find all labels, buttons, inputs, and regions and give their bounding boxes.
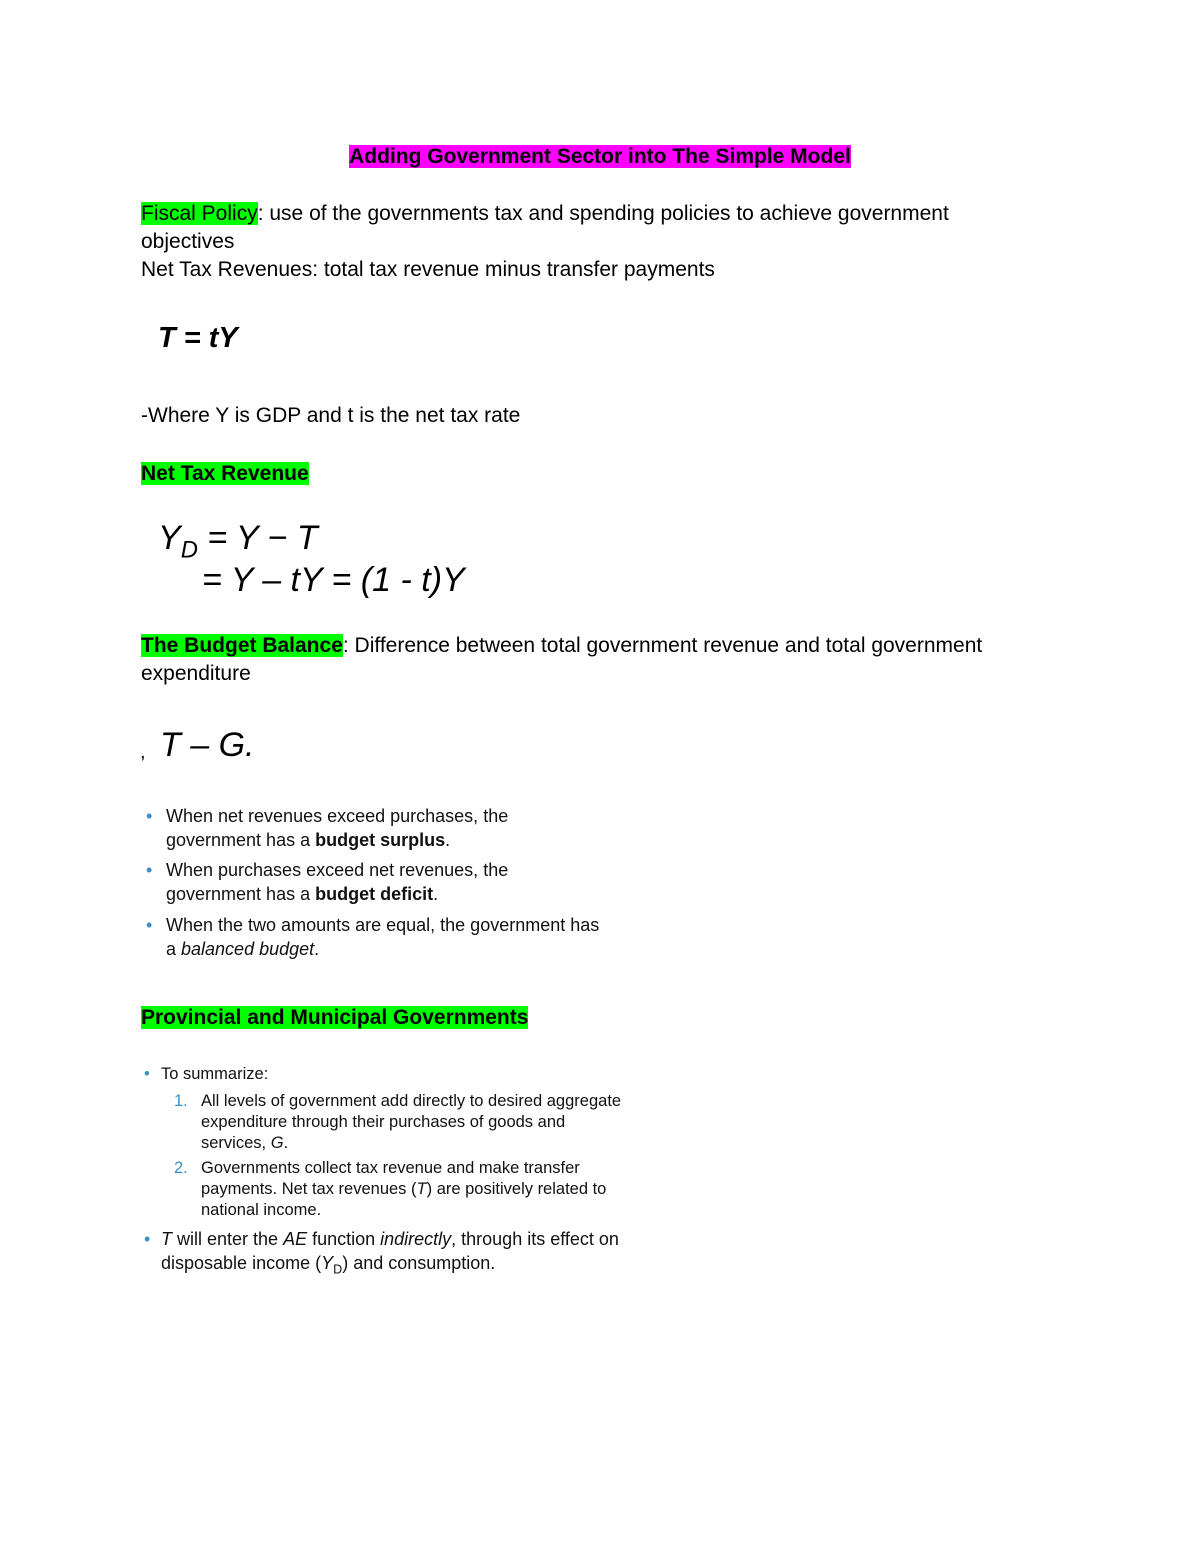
bullet1-line2: government has a budget surplus. bbox=[166, 830, 451, 850]
summary-slide bbox=[144, 1064, 664, 1277]
fiscal-policy-line2: objectives bbox=[141, 230, 235, 253]
budget-balance-line2: expenditure bbox=[141, 662, 251, 685]
net-tax-revenues-line: Net Tax Revenues: total tax revenue minus transfer payments bbox=[141, 258, 715, 281]
fiscal-policy-paragraph bbox=[141, 200, 1091, 284]
summary-last-line2: disposable income $(Y_D)$ and consumption. bbox=[161, 1253, 496, 1277]
bullet-dot-icon: • bbox=[146, 806, 153, 826]
bullet2-bold: budget deficit bbox=[315, 884, 434, 904]
item2-line2: payments. Net tax revenues (T) are positively related to bbox=[201, 1180, 607, 1198]
budget-bullets-slide bbox=[146, 804, 666, 974]
item1-line1: All levels of government add directly to desired aggregate bbox=[201, 1092, 622, 1110]
item1-line3: services, G. bbox=[201, 1134, 289, 1152]
item2-number: 2. bbox=[174, 1159, 188, 1177]
summary-last-line1: T will enter the AE function indirectly, through its effect on bbox=[161, 1229, 619, 1249]
net-tax-revenue-heading-text: Net Tax Revenue bbox=[141, 462, 309, 485]
fiscal-policy-line1 bbox=[141, 200, 1091, 228]
summary-intro-text: To summarize: bbox=[161, 1065, 269, 1083]
title-highlight: Adding Government Sector into The Simple Model bbox=[349, 145, 851, 168]
item2-line1: Governments collect tax revenue and make transfer bbox=[201, 1159, 580, 1177]
balance-expression: T – G. bbox=[160, 726, 255, 764]
fiscal-policy-term: Fiscal Policy bbox=[141, 202, 258, 225]
budget-balance-paragraph bbox=[141, 632, 1141, 688]
balance-equation bbox=[140, 725, 254, 765]
tax-equation: T = tY bbox=[158, 322, 238, 354]
balance-comma: , bbox=[140, 741, 146, 763]
bullet-dot-icon: • bbox=[144, 1065, 150, 1083]
bullet3-line2: a balanced budget. bbox=[166, 939, 320, 959]
bullet-dot-icon: • bbox=[146, 915, 153, 935]
bullet1-bold: budget surplus bbox=[315, 830, 446, 850]
fiscal-policy-definition: : use of the governments tax and spending policies to achieve government bbox=[257, 202, 949, 225]
bullet-dot-icon: • bbox=[144, 1229, 151, 1249]
provincial-heading bbox=[141, 1004, 528, 1032]
budget-balance-line1 bbox=[141, 632, 1141, 660]
item1-line2: expenditure through their purchases of goods and bbox=[201, 1113, 566, 1131]
item1-number: 1. bbox=[174, 1092, 188, 1110]
item2-line3: national income. bbox=[201, 1201, 322, 1219]
page-title bbox=[0, 143, 1200, 171]
eq-sub-d: D bbox=[180, 536, 198, 564]
bullet2-line2: government has a budget deficit. bbox=[166, 884, 439, 904]
bullet2-line1: When purchases exceed net revenues, the bbox=[166, 860, 509, 880]
where-line: -Where Y is GDP and t is the net tax rate bbox=[141, 404, 521, 427]
bullet3-line1: When the two amounts are equal, the government has bbox=[166, 915, 600, 935]
net-tax-revenue-heading bbox=[141, 460, 309, 488]
provincial-heading-text: Provincial and Municipal Governments bbox=[141, 1006, 529, 1029]
bullet1-line1: When net revenues exceed purchases, the bbox=[166, 806, 509, 826]
disposable-income-equation-line2: = Y – tY = (1 - t)Y bbox=[202, 561, 465, 599]
eq-line1-rhs: = Y − T bbox=[197, 519, 318, 557]
budget-balance-term: The Budget Balance bbox=[141, 634, 343, 657]
budget-balance-definition: : Difference between total government revenue and total government bbox=[342, 634, 983, 657]
eq-y: Y bbox=[158, 519, 181, 557]
bullet3-italic: balanced budget bbox=[181, 939, 315, 959]
bullet-dot-icon: • bbox=[146, 860, 153, 880]
